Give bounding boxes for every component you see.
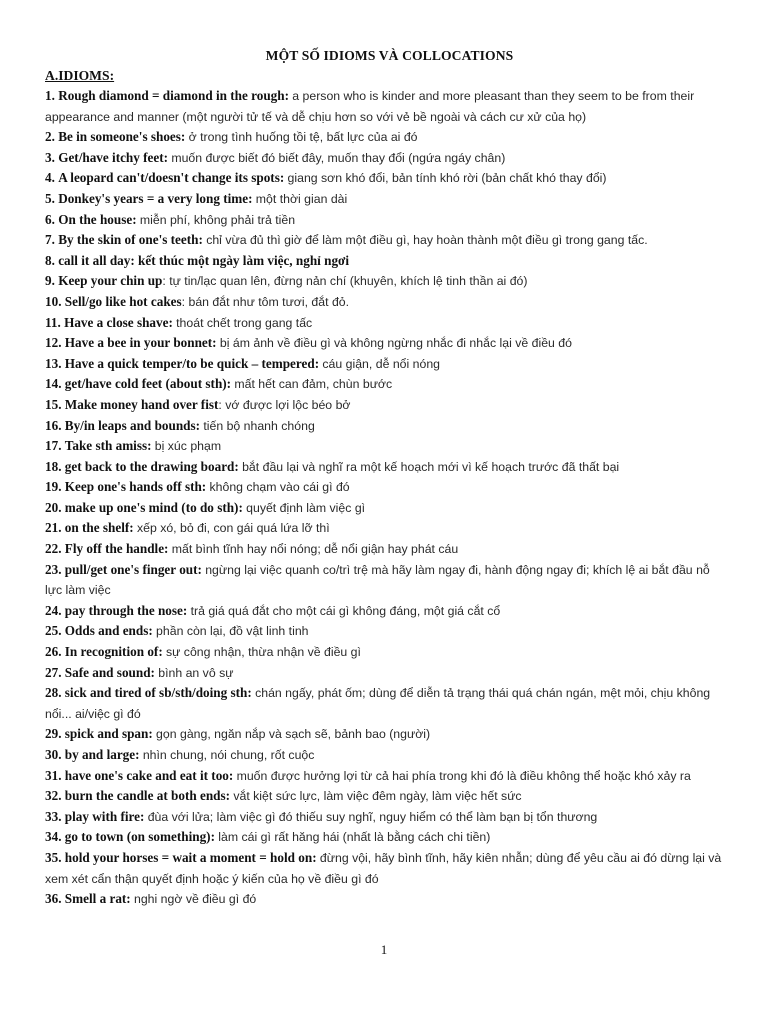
idiom-meaning: muốn được hưởng lợi từ cả hai phía trong khi đó là điều không thể hoặc khó xảy ra: [236, 768, 691, 783]
idiom-meaning: xếp xó, bỏ đi, con gái quá lứa lỡ thì: [136, 521, 330, 536]
idiom-entry: [45, 848, 726, 889]
idiom-term: Donkey's years = a very long time:: [58, 190, 253, 206]
idiom-meaning: giang sơn khó đổi, bản tính khó rời (bản chất khó thay đổi): [287, 171, 607, 186]
idiom-entry: [45, 518, 726, 539]
idiom-number: 5.: [45, 190, 55, 206]
idiom-meaning: đùa với lửa; làm việc gì đó thiếu suy nghĩ, nguy hiểm có thể làm bạn bị tổn thương: [147, 809, 598, 824]
idiom-meaning: gọn gàng, ngăn nắp và sạch sẽ, bảnh bao (người): [156, 727, 431, 742]
idiom-term: By/in leaps and bounds:: [64, 417, 201, 433]
idiom-entry: [45, 436, 726, 457]
idiom-number: 13.: [45, 355, 62, 371]
idiom-entry: [45, 313, 726, 334]
idiom-entry: [45, 395, 726, 416]
idiom-term: Smell a rat:: [64, 891, 131, 907]
idiom-term: Safe and sound:: [64, 664, 155, 680]
idiom-term: sick and tired of sb/sth/doing sth:: [64, 685, 252, 701]
idiom-meaning: sự công nhận, thừa nhận về điều gì: [166, 645, 361, 660]
idiom-entry: [45, 168, 726, 189]
idiom-meaning: cáu giận, dễ nổi nóng: [322, 356, 441, 371]
page-number: 1: [380, 942, 388, 957]
idiom-entry: [45, 210, 726, 231]
idiom-term: Be in someone's shoes:: [58, 129, 186, 145]
idiom-number: 10.: [45, 293, 62, 309]
idiom-entry: [45, 560, 726, 601]
idiom-number: 27.: [45, 664, 62, 680]
idiom-meaning: : tự tin/lạc quan lên, đừng nản chí (khuyên, khích lệ tinh thần ai đó): [162, 274, 528, 289]
idiom-term: pay through the nose:: [64, 602, 188, 618]
idiom-meaning: miễn phí, không phải trả tiền: [139, 212, 296, 227]
idiom-term: get/have cold feet (about sth):: [64, 376, 232, 392]
idiom-number: 23.: [45, 561, 62, 577]
idiom-meaning: thoát chết trong gang tấc: [176, 315, 313, 330]
idiom-entry: [45, 457, 726, 478]
idiom-meaning: bắt đầu lại và nghĩ ra một kế hoạch mới vì kế hoạch trước đã thất bại: [242, 459, 620, 474]
idiom-number: 1.: [45, 88, 55, 103]
idiom-term: get back to the drawing board:: [64, 458, 239, 474]
idiom-entry: [45, 416, 726, 437]
idiom-number: 35.: [45, 849, 62, 865]
idiom-meaning: nghi ngờ về điều gì đó: [134, 892, 257, 907]
idiom-meaning: vắt kiệt sức lực, làm việc đêm ngày, làm việc hết sức: [233, 789, 522, 804]
idiom-number: 6.: [45, 211, 55, 227]
idiom-entry: [45, 230, 726, 251]
idiom-number: 25.: [45, 623, 62, 639]
idiom-number: 16.: [45, 417, 62, 433]
idiom-meaning: bình an vô sự: [158, 665, 234, 680]
idiom-entry: [45, 621, 726, 642]
idiom-meaning: chỉ vừa đủ thì giờ để làm một điều gì, hay hoàn thành một điều gì trong gang tấc.: [206, 233, 648, 248]
idiom-term: play with fire:: [64, 808, 145, 824]
idiom-term: call it all day: kết thúc một ngày làm việc, nghỉ ngơi: [58, 252, 350, 268]
idiom-meaning: bị xúc phạm: [154, 439, 222, 454]
idiom-entry: [45, 786, 726, 807]
idiom-meaning: mất bình tĩnh hay nổi nóng; dễ nổi giận hay phát cáu: [171, 542, 459, 557]
idiom-number: 22.: [45, 541, 62, 557]
idiom-entry: [45, 251, 726, 272]
idiom-term: Have a quick temper/to be quick – tempered:: [64, 355, 320, 371]
idiom-number: 21.: [45, 520, 62, 536]
idiom-meaning: đừng vội, hãy bình tĩnh, hãy kiên nhẫn; dùng để yêu cầu ai đó dừng lại và xem xét cẩn thận quyết định hoặc ý kiến của họ về điều gì đó: [45, 850, 722, 886]
idiom-meaning: : bán đắt như tôm tươi, đắt đỏ.: [181, 294, 350, 309]
idiom-term: hold your horses = wait a moment = hold on:: [64, 849, 317, 865]
idiom-number: 28.: [45, 685, 62, 701]
idiom-term: on the shelf:: [64, 520, 134, 536]
idiom-meaning: không chạm vào cái gì đó: [209, 480, 350, 495]
idiom-term: On the house:: [58, 211, 137, 227]
idiom-list: [45, 86, 726, 910]
idiom-number: 3.: [45, 149, 55, 165]
idiom-entry: [45, 724, 726, 745]
idiom-meaning: muốn được biết đó biết đây, muốn thay đổi (ngứa ngáy chân): [171, 150, 506, 165]
idiom-number: 34.: [45, 829, 62, 845]
idiom-meaning: : vớ được lợi lộc béo bở: [218, 397, 351, 412]
idiom-entry: [45, 642, 726, 663]
document-title: MỘT SỐ IDIOMS VÀ COLLOCATIONS: [265, 48, 514, 63]
idiom-number: 17.: [45, 438, 62, 454]
idiom-meaning: trả giá quá đắt cho một cái gì không đáng, một giá cắt cổ: [190, 603, 501, 618]
idiom-term: Sell/go like hot cakes: [64, 293, 182, 309]
idiom-meaning: tiến bộ nhanh chóng: [203, 418, 315, 433]
idiom-entry: [45, 271, 726, 292]
idiom-number: 29.: [45, 726, 62, 742]
idiom-number: 32.: [45, 788, 62, 804]
idiom-number: 20.: [45, 499, 62, 515]
idiom-meaning: một thời gian dài: [255, 191, 348, 206]
idiom-number: 15.: [45, 396, 62, 412]
idiom-number: 19.: [45, 479, 62, 495]
idiom-number: 2.: [45, 129, 55, 145]
idiom-term: make up one's mind (to do sth):: [64, 499, 243, 515]
idiom-entry: [45, 127, 726, 148]
idiom-number: 31.: [45, 767, 62, 783]
idiom-entry: [45, 374, 726, 395]
idiom-entry: [45, 827, 726, 848]
idiom-entry: [45, 539, 726, 560]
idiom-number: 30.: [45, 747, 62, 762]
idiom-entry: [45, 807, 726, 828]
idiom-term: pull/get one's finger out:: [64, 561, 202, 577]
idiom-term: Take sth amiss:: [64, 438, 152, 454]
idiom-entry: [45, 683, 726, 724]
idiom-number: 4.: [45, 170, 55, 186]
idiom-term: by and large:: [64, 747, 140, 762]
idiom-entry: [45, 601, 726, 622]
idiom-meaning: ngừng lại việc quanh co/trì trệ mà hãy làm ngay đi, hành động ngay đi; khích lệ ai bắt đầu nỗ lực làm việc: [45, 562, 710, 598]
idiom-number: 8.: [45, 252, 55, 268]
idiom-entry: [45, 148, 726, 169]
idiom-meaning: quyết định làm việc gì: [246, 500, 366, 515]
idiom-number: 7.: [45, 232, 55, 248]
idiom-term: Fly off the handle:: [64, 541, 169, 557]
section-heading-idioms: A.IDIOMS:: [45, 68, 115, 83]
idiom-number: 14.: [45, 376, 62, 392]
idiom-number: 33.: [45, 808, 62, 824]
idiom-meaning: nhìn chung, nói chung, rốt cuộc: [142, 748, 315, 762]
idiom-number: 26.: [45, 644, 62, 660]
idiom-term: Make money hand over fist: [64, 396, 219, 412]
idiom-meaning: làm cái gì rất hăng hái (nhất là bằng cách chi tiền): [218, 830, 491, 845]
idiom-term: have one's cake and eat it too:: [64, 767, 234, 783]
idiom-term: Have a bee in your bonnet:: [64, 335, 217, 351]
idiom-term: In recognition of:: [64, 644, 163, 660]
idiom-term: Have a close shave:: [64, 314, 173, 330]
idiom-term: Keep your chin up: [58, 273, 163, 289]
idiom-term: Get/have itchy feet:: [58, 149, 169, 165]
idiom-number: 11.: [45, 314, 61, 330]
idiom-entry: [45, 292, 726, 313]
idiom-number: 12.: [45, 335, 62, 351]
idiom-number: 18.: [45, 458, 62, 474]
idiom-entry: [45, 889, 726, 910]
idiom-meaning: ở trong tình huống tồi tệ, bất lực của ai đó: [188, 130, 418, 145]
idiom-number: 9.: [45, 273, 55, 289]
idiom-term: Keep one's hands off sth:: [64, 479, 207, 495]
idiom-meaning: a person who is kinder and more pleasant than they seem to be from their appearance and manner (một người tử tế và dễ chịu hơn so với vẻ bề ngoài và cách cư xử của họ): [45, 89, 695, 124]
idiom-meaning: mất hết can đảm, chùn bước: [234, 377, 393, 392]
idiom-entry: [45, 766, 726, 787]
idiom-entry: [45, 498, 726, 519]
idiom-meaning: phần còn lại, đồ vật linh tinh: [156, 624, 309, 639]
idiom-entry: [45, 745, 726, 766]
idiom-meaning: chán ngấy, phát ốm; dùng để diễn tả trạng thái quá chán ngán, mệt mỏi, chịu không nổi... ai/việc gì đó: [45, 686, 711, 721]
idiom-term: By the skin of one's teeth:: [58, 232, 203, 248]
idiom-meaning: bị ám ảnh về điều gì và không ngừng nhắc đi nhắc lại về điều đó: [219, 336, 572, 351]
idiom-entry: [45, 477, 726, 498]
idiom-number: 36.: [45, 891, 62, 907]
idiom-entry: [45, 86, 726, 127]
idiom-entry: [45, 663, 726, 684]
idiom-term: Odds and ends:: [64, 623, 153, 639]
idiom-entry: [45, 333, 726, 354]
idiom-entry: [45, 189, 726, 210]
idiom-number: 24.: [45, 602, 62, 618]
idiom-term: spick and span:: [64, 726, 153, 742]
idiom-term: Rough diamond = diamond in the rough:: [58, 88, 289, 103]
idiom-term: go to town (on something):: [64, 829, 215, 845]
idiom-entry: [45, 354, 726, 375]
idiom-term: burn the candle at both ends:: [64, 788, 231, 804]
idiom-term: A leopard can't/doesn't change its spots:: [58, 170, 285, 186]
